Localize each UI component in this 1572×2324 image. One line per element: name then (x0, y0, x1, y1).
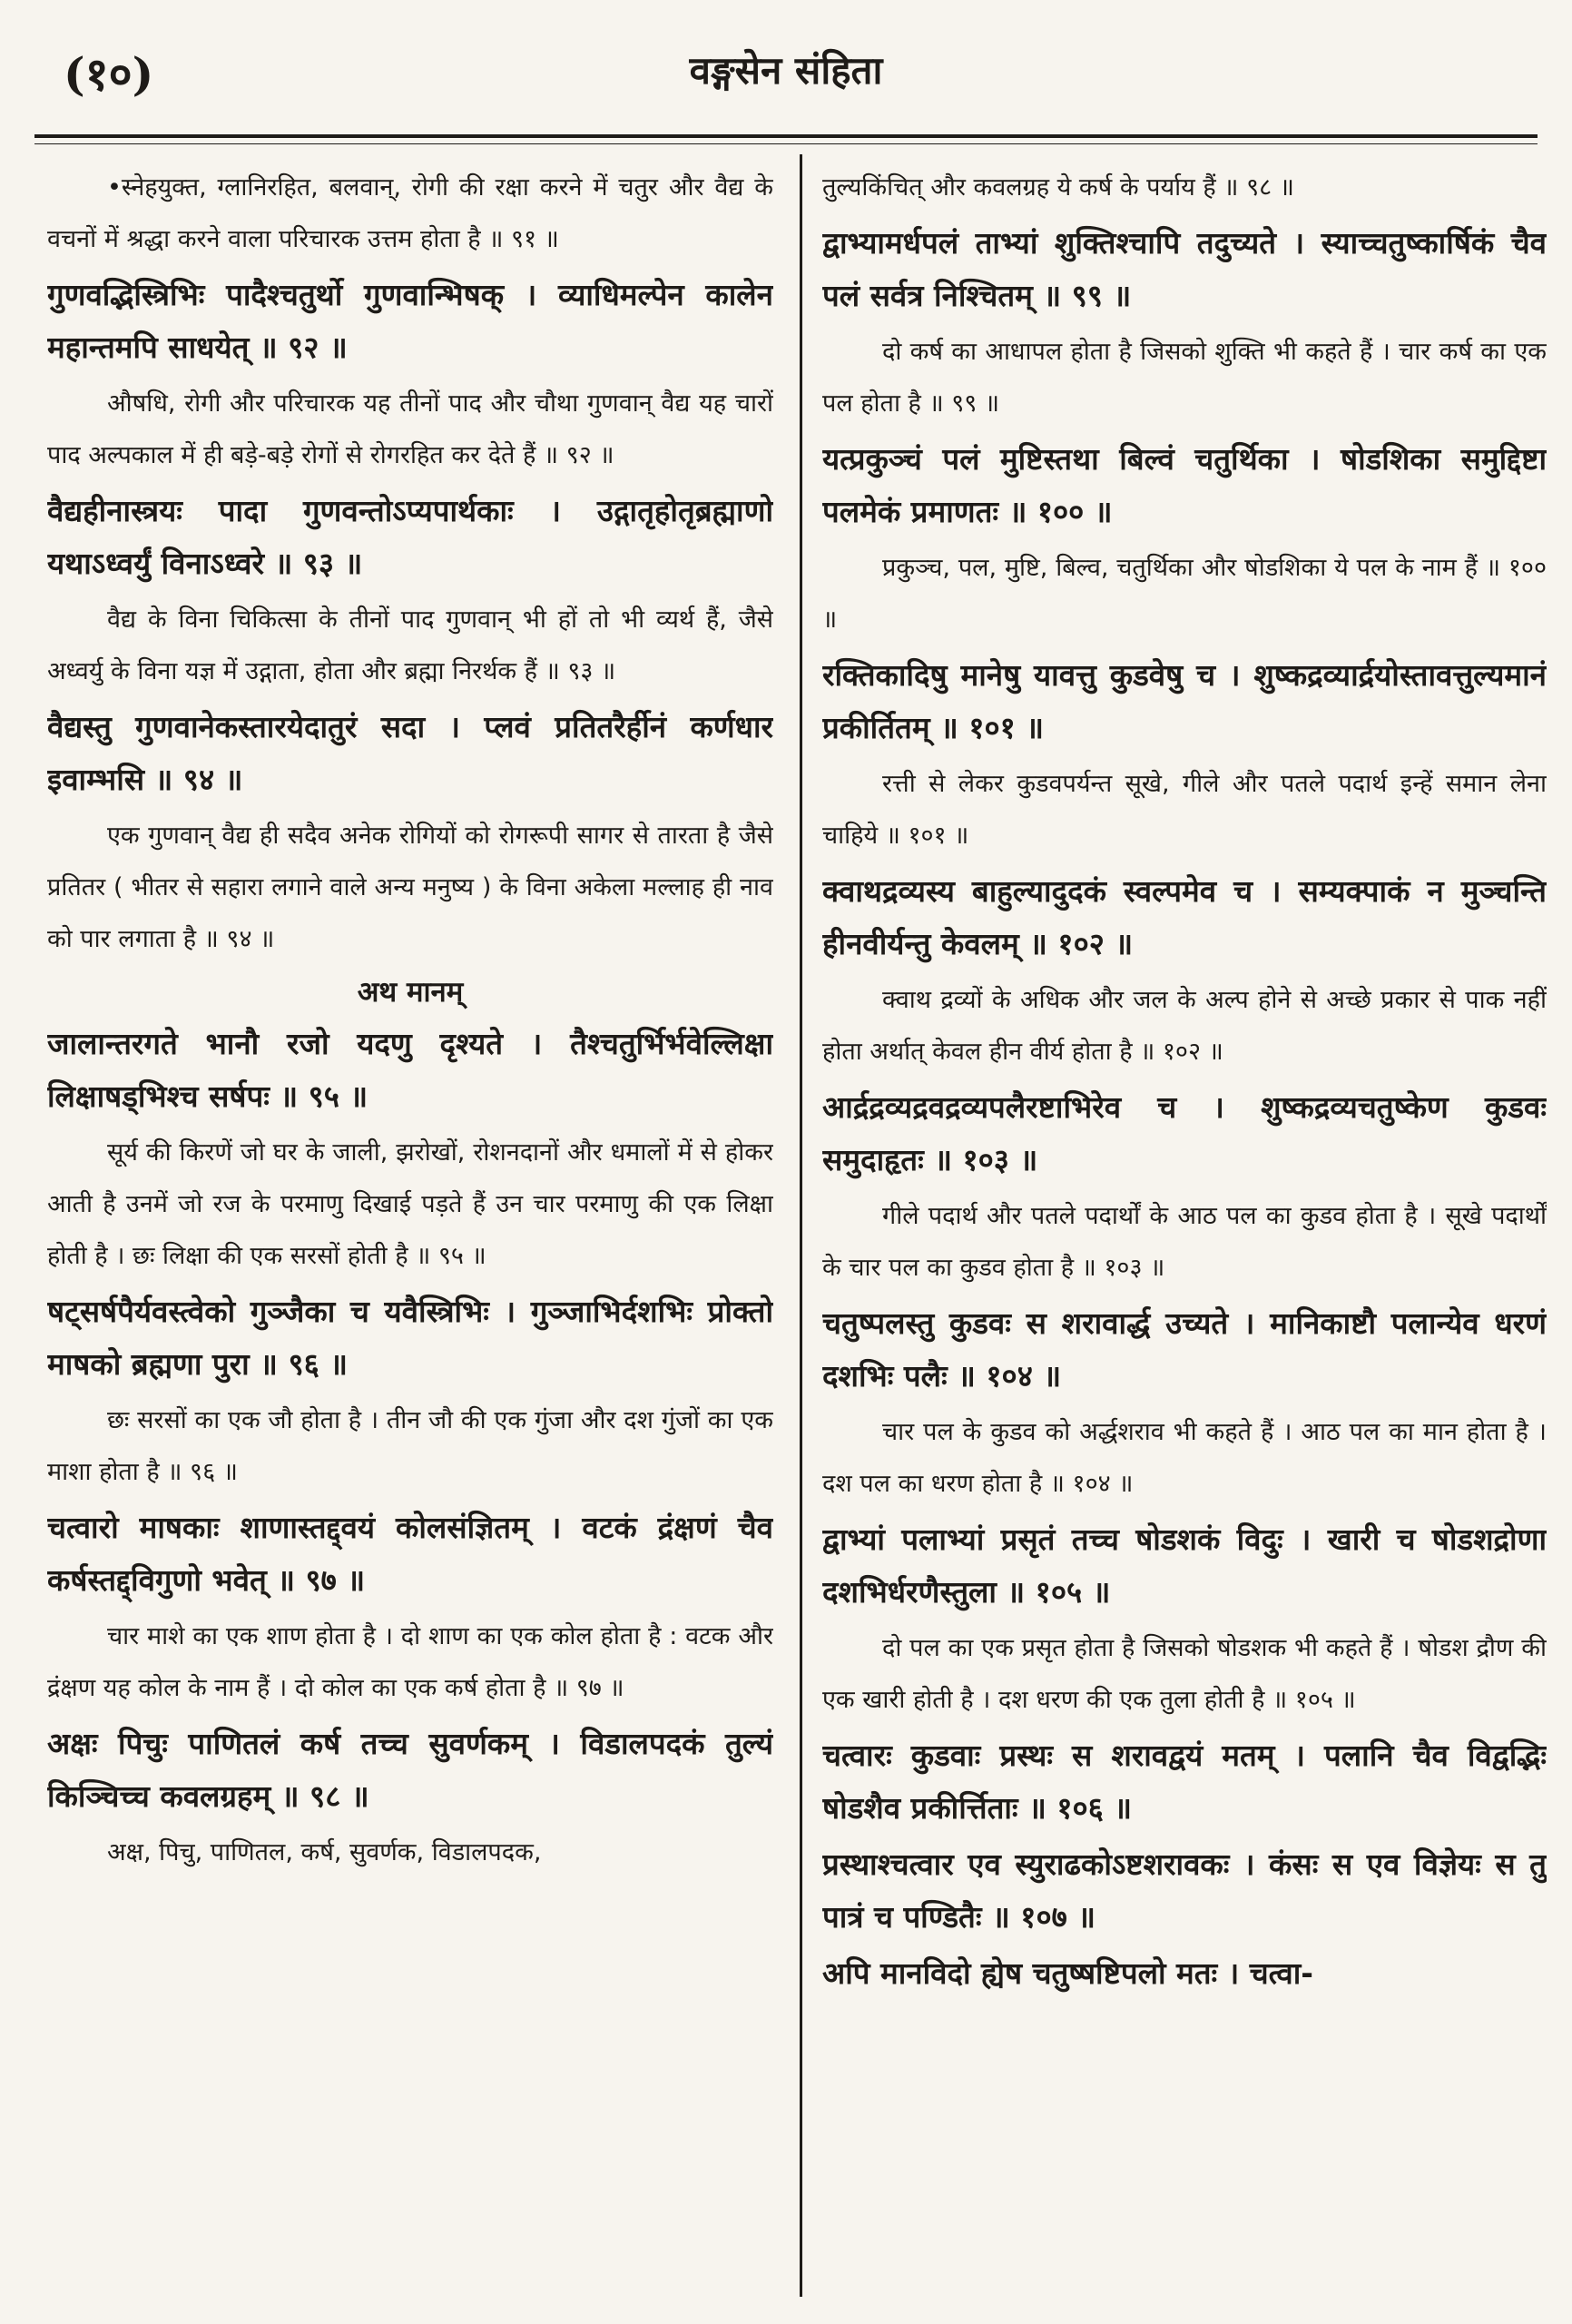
verse-104: चतुष्पलस्तु कुडवः स शरावार्द्ध उच्यते । मानिकाष्टौ पलान्येव धरणं दशभिः पलैः ॥ १०४ ॥ (822, 1305, 1547, 1393)
running-title: वङ्गसेन संहिता (689, 48, 883, 93)
verse-95: जालान्तरगते भानौ रजो यदणु दृश्यते । तैश्चतुर्भिर्भवेल्लिक्षा लिक्षाषड्भिश्च सर्षपः ॥ ९५ ॥ (47, 1026, 773, 1114)
verse-94: वैद्यस्तु गुणवानेकस्तारयेदातुरं सदा । प्लवं प्रतितरैर्हीनं कर्णधार इवाम्भसि ॥ ९४ ॥ (47, 709, 773, 797)
verse-100: यत्प्रकुञ्चं पलं मुष्टिस्तथा बिल्वं चतुर्थिका । षोडशिका समुद्दिष्टा पलमेकं प्रमाणतः ॥ १०० ॥ (822, 441, 1547, 529)
translation-93: वैद्य के विना चिकित्सा के तीनों पाद गुणवान् भी हों तो भी व्यर्थ हैं, जैसे अध्वर्यु के विना यज्ञ में उद्गाता, होता और ब्रह्मा निरर्थक हैं ॥ ९३ ॥ (47, 606, 773, 685)
translation-94: एक गुणवान् वैद्य ही सदैव अनेक रोगियों को रोगरूपी सागर से तारता है जैसे प्रतितर ( भीतर से सहारा लगाने वाले अन्य मनुष्य ) के विना अकेला मल्लाह ही नाव को पार लगाता है ॥ ९४ ॥ (47, 822, 773, 953)
verse-93: वैद्यहीनास्त्रयः पादा गुणवन्तोऽप्यपार्थकाः । उद्गातृहोतृब्रह्माणो यथाऽध्वर्युं विनाऽध्वरे ॥ ९३ ॥ (47, 493, 773, 581)
translation-96: छः सरसों का एक जौ होता है । तीन जौ की एक गुंजा और दश गुंजों का एक माशा होता है ॥ ९६ ॥ (47, 1406, 773, 1486)
verse-98: अक्षः पिचुः पाणितलं कर्ष तच्च सुवर्णकम् । विडालपदकं तुल्यं किञ्चिच्च कवलग्रहम् ॥ ९८ ॥ (47, 1726, 773, 1814)
translation-101: रत्ती से लेकर कुडवपर्यन्त सूखे, गीले और पतले पदार्थ इन्हें समान लेना चाहिये ॥ १०१ ॥ (822, 770, 1547, 850)
translation-91: •स्नेहयुक्त, ग्लानिरहित, बलवान्, रोगी की रक्षा करने में चतुर और वैद्य के वचनों में श्रद्धा करने वाला परिचारक उत्तम होता है ॥ ९१ ॥ (47, 173, 773, 253)
translation-104: चार पल के कुडव को अर्द्धशराव भी कहते हैं । आठ पल का मान होता है । दश पल का धरण होता है ॥ १०४ ॥ (822, 1418, 1547, 1498)
verse-99: द्वाभ्यामर्धपलं ताभ्यां शुक्तिश्चापि तदुच्यते । स्याच्चतुष्कार्षिकं चैव पलं सर्वत्र निश्चितम् ॥ ९९ ॥ (822, 225, 1547, 313)
translation-97: चार माशे का एक शाण होता है । दो शाण का एक कोल होता है : वटक और द्रंक्षण यह कोल के नाम हैं । दो कोल का एक कर्ष होता है ॥ ९७ ॥ (47, 1622, 773, 1702)
left-column (47, 162, 773, 2304)
translation-98-start: अक्ष, पिचु, पाणितल, कर्ष, सुवर्णक, विडालपदक, (107, 1838, 542, 1866)
header-rule-thin (34, 143, 1538, 144)
verse-101: रक्तिकादिषु मानेषु यावत्तु कुडवेषु च । शुष्कद्रव्यार्द्रयोस्तावत्तुल्यमानं प्रकीर्तितम् ॥ १०१ ॥ (822, 657, 1547, 745)
page-header (36, 36, 1536, 118)
verse-105: द्वाभ्यां पलाभ्यां प्रसृतं तच्च षोडशकं विदुः । खारी च षोडशद्रोणा दशभिर्धरणैस्तुला ॥ १०५ ॥ (822, 1521, 1547, 1610)
translation-103: गीले पदार्थ और पतले पदार्थों के आठ पल का कुडव होता है । सूखे पदार्थों के चार पल का कुडव होता है ॥ १०३ ॥ (822, 1202, 1547, 1282)
translation-100: प्रकुञ्च, पल, मुष्टि, बिल्व, चतुर्थिका और षोडशिका ये पल के नाम हैं ॥ १०० ॥ (822, 554, 1547, 634)
header-rule-thick (34, 134, 1538, 138)
translation-99: दो कर्ष का आधापल होता है जिसको शुक्ति भी कहते हैं । चार कर्ष का एक पल होता है ॥ ९९ ॥ (822, 338, 1547, 418)
verse-107: प्रस्थाश्चत्वार एव स्युराढकोऽष्टशरावकः । कंसः स एव विज्ञेयः स तु पात्रं च पण्डितैः ॥ १०७ ॥ (822, 1846, 1547, 1935)
verse-108-start: अपि मानविदो ह्येष चतुष्षष्टिपलो मतः । चत्वा- (822, 1955, 1313, 1991)
translation-98-end: तुल्यकिंचित् और कवलग्रह ये कर्ष के पर्याय हैं ॥ ९८ ॥ (822, 173, 1294, 202)
translation-102: क्वाथ द्रव्यों के अधिक और जल के अल्प होने से अच्छे प्रकार से पाक नहीं होता अर्थात् केवल हीन वीर्य होता है ॥ १०२ ॥ (822, 986, 1547, 1066)
translation-105: दो पल का एक प्रसृत होता है जिसको षोडशक भी कहते हैं । षोडश द्रौण की एक खारी होती है । दश धरण की एक तुला होती है ॥ १०५ ॥ (822, 1634, 1547, 1714)
verse-92: गुणवद्भिस्त्रिभिः पादैश्चतुर्थो गुणवान्भिषक् । व्याधिमल्पेन कालेन महान्तमपि साधयेत् ॥ ९२ ॥ (47, 277, 773, 365)
translation-92: औषधि, रोगी और परिचारक यह तीनों पाद और चौथा गुणवान् वैद्य यह चारों पाद अल्पकाल में ही बड़े-बड़े रोगों से रोगरहित कर देते हैं ॥ ९२ ॥ (47, 389, 773, 469)
verse-103: आर्द्रद्रव्यद्रवद्रव्यपलैरष्टाभिरेव च । शुष्कद्रव्यचतुष्केण कुडवः समुदाहृतः ॥ १०३ ॥ (822, 1089, 1547, 1177)
right-column (822, 162, 1547, 2304)
page-number: (१०) (64, 47, 154, 101)
column-divider (800, 154, 802, 2297)
verse-97: चत्वारो माषकाः शाणास्तद्द्वयं कोलसंज्ञितम् । वटकं द्रंक्षणं चैव कर्षस्तद्द्विगुणो भवेत् ॥ ९७ ॥ (47, 1510, 773, 1598)
section-heading: अथ मानम् (357, 976, 464, 1009)
verse-106: चत्वारः कुडवाः प्रस्थः स शरावद्वयं मतम् । पलानि चैव विद्वद्भिः षोडशैव प्रकीर्त्तिताः ॥ १०६ ॥ (822, 1738, 1547, 1826)
translation-95: सूर्य की किरणें जो घर के जाली, झरोखों, रोशनदानों और धमालों में से होकर आती है उनमें जो रज के परमाणु दिखाई पड़ते हैं उन चार परमाणु की एक लिक्षा होती है । छः लिक्षा की एक सरसों होती है ॥ ९५ ॥ (47, 1138, 773, 1270)
verse-96: षट्सर्षपैर्यवस्त्वेको गुञ्जैका च यवैस्त्रिभिः । गुञ्जाभिर्दशभिः प्रोक्तो माषको ब्रह्मणा पुरा ॥ ९६ ॥ (47, 1294, 773, 1382)
verse-102: क्वाथद्रव्यस्य बाहुल्यादुदकं स्वल्पमेव च । सम्यक्पाकं न मुञ्चन्ति हीनवीर्यन्तु केवलम् ॥ १०२ ॥ (822, 873, 1547, 961)
